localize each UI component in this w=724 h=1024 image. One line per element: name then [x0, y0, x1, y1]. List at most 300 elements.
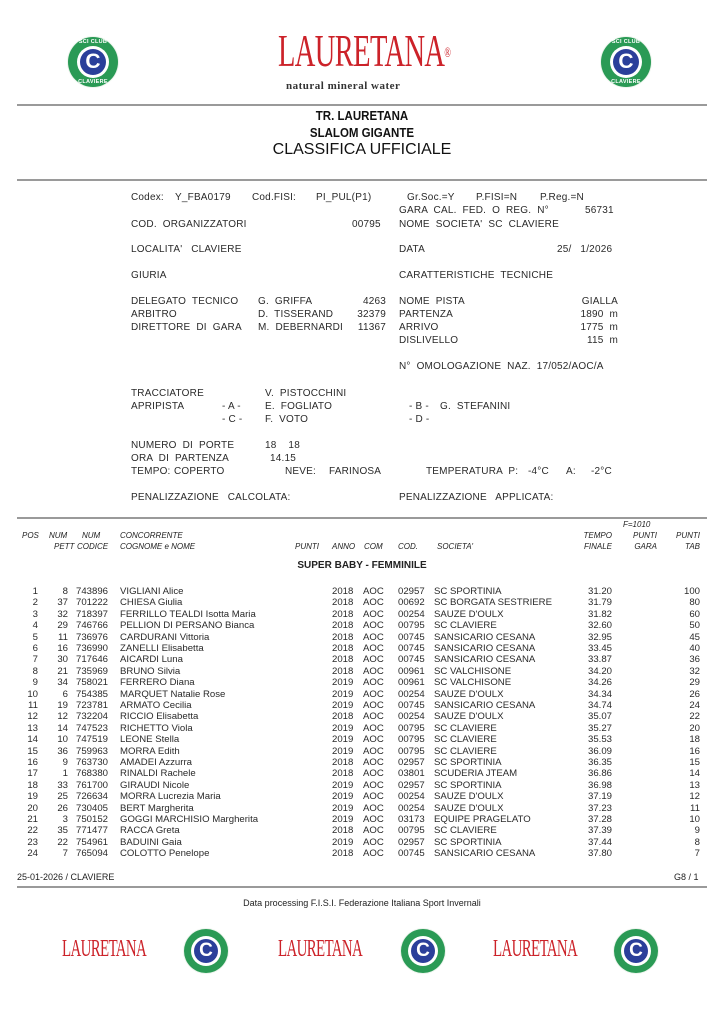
- tempo-value: COPERTO: [174, 466, 225, 477]
- cell-societa: SC SPORTINIA: [434, 779, 502, 791]
- cell-name: MORRA Lucrezia Maria: [120, 791, 221, 803]
- penalizzazione-applicata: PENALIZZAZIONE APPLICATA:: [399, 492, 554, 503]
- cell-tempo: 34.34: [587, 688, 612, 700]
- temp-p-value: -4°C: [528, 466, 549, 477]
- cell-punti-tab: 16: [689, 745, 700, 757]
- cell-tempo: 36.98: [587, 779, 612, 791]
- cell-com: AOC: [363, 825, 384, 837]
- cell-anno: 2018: [332, 620, 354, 632]
- table-row: [0, 814, 724, 825]
- penalizzazione-calcolata: PENALIZZAZIONE CALCOLATA:: [131, 492, 291, 503]
- cell-anno: 2019: [332, 836, 354, 848]
- cell-com: AOC: [363, 757, 384, 768]
- cell-pos: 19: [27, 791, 38, 803]
- cell-tempo: 31.20: [587, 586, 612, 597]
- localita: LOCALITA' CLAVIERE: [131, 244, 242, 255]
- cell-anno: 2018: [332, 643, 354, 654]
- document-type: CLASSIFICA UFFICIALE: [272, 141, 452, 158]
- temp-a-label: A:: [566, 466, 576, 477]
- cell-tempo: 33.45: [587, 643, 612, 654]
- table-row: [0, 609, 724, 620]
- col-punti: PUNTI: [295, 542, 319, 551]
- cell-anno: 2019: [332, 734, 354, 746]
- cell-pos: 21: [27, 814, 38, 825]
- cell-punti-tab: 10: [689, 814, 700, 825]
- cell-pos: 20: [27, 802, 38, 814]
- cell-anno: 2019: [332, 688, 354, 700]
- cell-tempo: 33.87: [587, 654, 612, 666]
- club-c-icon: C: [629, 940, 643, 961]
- cell-cod: 00961: [398, 665, 425, 677]
- cell-punti-tab: 36: [689, 654, 700, 666]
- p-fisi: P.FISI=N: [476, 192, 518, 203]
- tech-value: 1775 m: [580, 322, 618, 333]
- omologazione: N° OMOLOGAZIONE NAZ. 17/052/AOC/A: [399, 361, 604, 372]
- cell-pos: 5: [32, 631, 38, 643]
- cell-pos: 1: [32, 586, 38, 597]
- cell-societa: SAUZE D'OULX: [434, 711, 504, 723]
- table-row: [0, 711, 724, 722]
- table-row: [0, 734, 724, 745]
- jury-name: D. TISSERAND: [258, 309, 334, 320]
- cell-pos: 11: [28, 700, 38, 711]
- footer-credit: Data processing F.I.S.I. Federazione Italiana Sport Invernali: [243, 898, 481, 908]
- cell-societa: SC CLAVIERE: [434, 620, 497, 632]
- cell-pos: 13: [27, 722, 38, 734]
- nome-societa: NOME SOCIETA' SC CLAVIERE: [399, 219, 559, 230]
- divider: [17, 886, 707, 888]
- cell-tempo: 35.07: [587, 711, 612, 723]
- cell-codice: 765094: [76, 848, 109, 860]
- cell-name: VIGLIANI Alice: [120, 586, 184, 597]
- cell-societa: SC CLAVIERE: [434, 825, 497, 837]
- cell-name: BADUINI Gaia: [120, 836, 182, 848]
- cell-com: AOC: [363, 734, 384, 746]
- cell-codice: 747523: [76, 722, 109, 734]
- lauretana-logo: [62, 935, 146, 963]
- cell-pos: 16: [27, 757, 38, 768]
- table-row: [0, 632, 724, 643]
- cell-cod: 00692: [398, 597, 425, 609]
- cell-codice: 723781: [76, 700, 109, 711]
- cell-societa: SAUZE D'OULX: [434, 802, 504, 814]
- cell-name: BRUNO Silvia: [120, 665, 181, 677]
- cell-com: AOC: [363, 586, 384, 597]
- cell-name: PELLION DI PERSANO Bianca: [120, 620, 255, 632]
- club-c-icon: C: [199, 940, 213, 961]
- cell-pett: 19: [57, 700, 68, 711]
- tracciatore-value: V. PISTOCCHINI: [265, 388, 347, 399]
- cell-anno: 2018: [332, 848, 354, 860]
- cell-societa: SC CLAVIERE: [434, 722, 497, 734]
- jury-name: M. DEBERNARDI: [258, 322, 344, 333]
- cell-punti-tab: 80: [689, 597, 700, 609]
- cell-name: MARQUET Natalie Rose: [120, 688, 226, 700]
- cell-societa: SANSICARIO CESANA: [434, 643, 536, 654]
- cod-org-value: 00795: [352, 219, 381, 230]
- cell-com: AOC: [363, 631, 384, 643]
- tempo-label: TEMPO:: [131, 466, 171, 477]
- cell-tempo: 34.74: [587, 700, 612, 711]
- cell-pett: 36: [57, 745, 68, 757]
- cell-codice: 761700: [76, 779, 109, 791]
- cell-tempo: 32.95: [587, 631, 612, 643]
- cell-pett: 29: [57, 620, 68, 632]
- cell-pett: 21: [57, 665, 68, 677]
- cell-codice: 701222: [76, 597, 109, 609]
- table-row: [0, 689, 724, 700]
- cell-anno: 2018: [332, 711, 354, 723]
- cell-punti-tab: 22: [689, 711, 700, 723]
- cell-tempo: 34.26: [587, 677, 612, 689]
- col-tempo: TEMPO: [583, 531, 612, 540]
- table-row: [0, 586, 724, 597]
- f-value: F=1010: [623, 520, 651, 529]
- cell-pett: 33: [57, 779, 68, 791]
- cod-fisi-label: Cod.FISI:: [252, 192, 297, 203]
- col-punti-tab-sub: TAB: [685, 542, 700, 551]
- col-punti-gara-sub: GARA: [634, 542, 657, 551]
- cell-anno: 2019: [332, 722, 354, 734]
- cell-codice: 743896: [76, 586, 109, 597]
- table-row: [0, 848, 724, 859]
- cell-codice: 759963: [76, 745, 109, 757]
- brand-tagline: natural mineral water: [286, 80, 401, 92]
- cell-cod: 00795: [398, 825, 425, 837]
- cell-punti-tab: 40: [689, 643, 700, 654]
- cell-pos: 15: [27, 745, 38, 757]
- cell-tempo: 36.35: [587, 757, 612, 768]
- cell-tempo: 31.79: [587, 597, 612, 609]
- cell-codice: 754961: [76, 836, 109, 848]
- gara-number: 56731: [585, 205, 614, 216]
- col-cod: COD.: [398, 542, 418, 551]
- cell-anno: 2018: [332, 597, 354, 609]
- cell-cod: 02957: [398, 779, 425, 791]
- cell-societa: SANSICARIO CESANA: [434, 848, 536, 860]
- cell-com: AOC: [363, 677, 384, 689]
- jury-code: 32379: [357, 309, 386, 320]
- neve-label: NEVE:: [285, 466, 317, 477]
- giuria-heading: GIURIA: [131, 270, 167, 281]
- brand-name: LAURETANA: [278, 936, 363, 962]
- cell-societa: SCUDERIA JTEAM: [434, 768, 518, 780]
- table-row: [0, 654, 724, 665]
- cell-name: GOGGI MARCHISIO Margherita: [120, 814, 259, 825]
- divider: [17, 179, 707, 181]
- table-row: [0, 597, 724, 608]
- cell-societa: SC CLAVIERE: [434, 734, 497, 746]
- cell-com: AOC: [363, 597, 384, 609]
- apripista-slot: - C -: [222, 414, 243, 425]
- divider: [17, 517, 707, 519]
- cell-tempo: 32.60: [587, 620, 612, 632]
- club-c-icon: C: [85, 50, 101, 73]
- jury-code: 4263: [362, 296, 386, 307]
- cell-anno: 2019: [332, 700, 354, 711]
- cell-punti-tab: 15: [689, 757, 700, 768]
- cell-anno: 2018: [332, 631, 354, 643]
- cell-pett: 37: [57, 597, 68, 609]
- jury-role: DELEGATO TECNICO: [131, 296, 239, 307]
- cell-pos: 17: [27, 768, 38, 780]
- col-pos: POS: [22, 531, 39, 540]
- cell-name: RICHETTO Viola: [120, 722, 193, 734]
- cell-codice: 746766: [76, 620, 109, 632]
- tech-label: PARTENZA: [399, 309, 454, 320]
- cell-anno: 2018: [332, 665, 354, 677]
- cell-anno: 2019: [332, 802, 354, 814]
- cell-pett: 12: [57, 711, 68, 723]
- cell-cod: 03173: [398, 814, 425, 825]
- apripista-slot: - A -: [222, 401, 241, 412]
- logo-bottom-text: CLAVIERE: [611, 79, 641, 85]
- porte-value: 18 18: [265, 440, 300, 451]
- jury-code: 11367: [357, 322, 386, 333]
- cell-pett: 9: [62, 757, 68, 768]
- logo-top-text: SCI CLUB: [78, 39, 108, 45]
- club-c-icon: C: [618, 50, 634, 73]
- cell-com: AOC: [363, 711, 384, 723]
- cell-name: BERT Margherita: [120, 802, 194, 814]
- footer-page: G8 / 1: [674, 872, 699, 882]
- cell-com: AOC: [363, 620, 384, 632]
- cell-pos: 7: [32, 654, 38, 666]
- col-concorrente: CONCORRENTE: [120, 531, 183, 540]
- cell-cod: 00745: [398, 631, 425, 643]
- cell-punti-tab: 29: [689, 677, 700, 689]
- cell-name: FERRERO Diana: [120, 677, 195, 689]
- cell-pett: 34: [57, 677, 68, 689]
- apripista-slot: - D -: [409, 414, 430, 425]
- cell-pos: 9: [32, 677, 38, 689]
- apripista-slot: - B -: [409, 401, 429, 412]
- cell-pett: 7: [62, 848, 68, 860]
- cell-pett: 26: [57, 802, 68, 814]
- cell-com: AOC: [363, 608, 384, 620]
- table-row: [0, 791, 724, 802]
- cell-punti-tab: 11: [690, 802, 700, 814]
- cell-com: AOC: [363, 665, 384, 677]
- col-com: COM: [364, 542, 383, 551]
- cell-societa: SC BORGATA SESTRIERE: [434, 597, 552, 609]
- cell-codice: 735969: [76, 665, 109, 677]
- cell-societa: SANSICARIO CESANA: [434, 631, 536, 643]
- col-tempo-finale: FINALE: [583, 542, 612, 551]
- cell-pos: 12: [27, 711, 38, 723]
- sci-club-claviere-logo: [184, 929, 228, 973]
- col-num-pett-sub: PETT: [54, 542, 75, 551]
- cell-societa: SAUZE D'OULX: [434, 791, 504, 803]
- cell-societa: SC CLAVIERE: [434, 745, 497, 757]
- caratteristiche-heading: CARATTERISTICHE TECNICHE: [399, 270, 554, 281]
- table-row: [0, 677, 724, 688]
- cell-tempo: 36.09: [587, 745, 612, 757]
- tech-label: NOME PISTA: [399, 296, 465, 307]
- lauretana-logo: [278, 935, 362, 963]
- cell-codice: 736990: [76, 643, 109, 654]
- cell-pos: 14: [27, 734, 38, 746]
- cell-tempo: 31.82: [587, 608, 612, 620]
- cell-pos: 23: [27, 836, 38, 848]
- cell-pos: 2: [32, 597, 38, 609]
- cell-cod: 00254: [398, 802, 425, 814]
- cell-cod: 02957: [398, 586, 425, 597]
- brand-name: LAURETANA: [62, 936, 147, 962]
- table-row: [0, 757, 724, 768]
- cell-pett: 10: [57, 734, 68, 746]
- cell-com: AOC: [363, 745, 384, 757]
- cell-punti-tab: 13: [689, 779, 700, 791]
- cell-com: AOC: [363, 779, 384, 791]
- ora-value: 14.15: [270, 453, 297, 464]
- club-c-icon: C: [416, 940, 430, 961]
- cell-com: AOC: [363, 654, 384, 666]
- cell-punti-tab: 50: [689, 620, 700, 632]
- cell-punti-tab: 32: [689, 665, 700, 677]
- cell-punti-tab: 8: [694, 836, 700, 848]
- cell-name: CARDURANI Vittoria: [120, 631, 210, 643]
- col-anno: ANNO: [332, 542, 356, 551]
- cell-pett: 1: [62, 768, 68, 780]
- cell-punti-tab: 18: [689, 734, 700, 746]
- cell-tempo: 37.44: [587, 836, 612, 848]
- cell-com: AOC: [363, 814, 384, 825]
- cell-punti-tab: 26: [689, 688, 700, 700]
- category-heading: SUPER BABY - FEMMINILE: [297, 560, 427, 571]
- apripista-label: APRIPISTA: [131, 401, 185, 412]
- table-row: [0, 666, 724, 677]
- neve-value: FARINOSA: [329, 466, 382, 477]
- data-value: 25/ 1/2026: [557, 244, 613, 255]
- cell-codice: 763730: [76, 757, 109, 768]
- cell-cod: 00745: [398, 643, 425, 654]
- cell-com: AOC: [363, 802, 384, 814]
- cell-societa: SAUZE D'OULX: [434, 608, 504, 620]
- cell-codice: 771477: [76, 825, 109, 837]
- sci-club-claviere-logo: [401, 929, 445, 973]
- cell-tempo: 37.23: [587, 802, 612, 814]
- cell-anno: 2018: [332, 608, 354, 620]
- cell-pos: 6: [32, 643, 38, 654]
- cell-cod: 00254: [398, 711, 425, 723]
- cell-com: AOC: [363, 791, 384, 803]
- cell-name: MORRA Edith: [120, 745, 180, 757]
- codex-label: Codex:: [131, 192, 164, 203]
- col-num-pett: NUM: [49, 531, 68, 540]
- cell-pett: 22: [57, 836, 68, 848]
- porte-label: NUMERO DI PORTE: [131, 440, 235, 451]
- cell-anno: 2019: [332, 814, 354, 825]
- apripista-name: G. STEFANINI: [440, 401, 511, 412]
- cell-societa: EQUIPE PRAGELATO: [434, 814, 531, 825]
- cell-societa: SAUZE D'OULX: [434, 688, 504, 700]
- tech-value: 1890 m: [580, 309, 618, 320]
- cell-codice: 718397: [76, 608, 109, 620]
- tracciatore-label: TRACCIATORE: [131, 388, 204, 399]
- lauretana-logo: [278, 26, 450, 76]
- cell-tempo: 37.80: [587, 848, 612, 860]
- table-row: [0, 768, 724, 779]
- cell-punti-tab: 7: [694, 848, 700, 860]
- cell-name: CHIESA Giulia: [120, 597, 183, 609]
- cell-pos: 22: [27, 825, 38, 837]
- cell-punti-tab: 14: [689, 768, 700, 780]
- cell-pett: 8: [62, 586, 68, 597]
- cell-punti-tab: 100: [683, 586, 700, 597]
- jury-role: ARBITRO: [131, 309, 177, 320]
- cell-cod: 00795: [398, 734, 425, 746]
- cell-pett: 16: [57, 643, 68, 654]
- cell-tempo: 36.86: [587, 768, 612, 780]
- cell-cod: 00254: [398, 688, 425, 700]
- cell-com: AOC: [363, 768, 384, 780]
- cell-codice: 768380: [76, 768, 109, 780]
- gr-soc: Gr.Soc.=Y: [407, 192, 455, 203]
- cell-name: ZANELLI Elisabetta: [120, 643, 204, 654]
- col-societa: SOCIETA': [437, 542, 474, 551]
- cell-anno: 2018: [332, 654, 354, 666]
- cell-codice: 747519: [76, 734, 109, 746]
- cell-pos: 18: [27, 779, 38, 791]
- cell-cod: 00745: [398, 700, 425, 711]
- cell-codice: 732204: [76, 711, 109, 723]
- cell-anno: 2018: [332, 825, 354, 837]
- cell-societa: SC SPORTINIA: [434, 836, 502, 848]
- jury-role: DIRETTORE DI GARA: [131, 322, 242, 333]
- cell-pett: 6: [62, 688, 68, 700]
- apripista-name: F. VOTO: [265, 414, 309, 425]
- cell-name: AICARDI Luna: [120, 654, 183, 666]
- col-cognome-nome: COGNOME e NOME: [120, 542, 196, 551]
- cell-name: GIRAUDI Nicole: [120, 779, 190, 791]
- apripista-name: E. FOGLIATO: [265, 401, 333, 412]
- cell-pett: 11: [58, 631, 68, 643]
- cell-com: AOC: [363, 700, 384, 711]
- cell-punti-tab: 9: [694, 825, 700, 837]
- cell-cod: 00961: [398, 677, 425, 689]
- cell-codice: 758021: [76, 677, 109, 689]
- table-row: [0, 803, 724, 814]
- cell-pett: 25: [57, 791, 68, 803]
- cell-cod: 00254: [398, 608, 425, 620]
- gara-label: GARA CAL. FED. O REG. N°: [399, 205, 549, 216]
- data-label: DATA: [399, 244, 425, 255]
- table-row: [0, 780, 724, 791]
- temp-label: TEMPERATURA P:: [426, 466, 519, 477]
- event-title: TR. LAURETANA: [315, 109, 409, 123]
- cell-cod: 00745: [398, 654, 425, 666]
- tech-value: GIALLA: [581, 296, 618, 307]
- cell-cod: 02957: [398, 836, 425, 848]
- cell-com: AOC: [363, 688, 384, 700]
- temp-a-value: -2°C: [591, 466, 612, 477]
- cell-punti-tab: 24: [689, 700, 700, 711]
- col-num-codice-sub: CODICE: [77, 542, 109, 551]
- cell-anno: 2018: [332, 768, 354, 780]
- cell-pett: 30: [57, 654, 68, 666]
- cell-name: RINALDI Rachele: [120, 768, 196, 780]
- cell-com: AOC: [363, 643, 384, 654]
- cell-societa: SC SPORTINIA: [434, 586, 502, 597]
- cell-name: RICCIO Elisabetta: [120, 711, 199, 723]
- brand-name: LAURETANA: [278, 25, 445, 76]
- cell-tempo: 35.53: [587, 734, 612, 746]
- cell-pos: 4: [32, 620, 38, 632]
- cod-org-label: COD. ORGANIZZATORI: [131, 219, 247, 230]
- cell-codice: 717646: [76, 654, 109, 666]
- cell-tempo: 34.20: [587, 665, 612, 677]
